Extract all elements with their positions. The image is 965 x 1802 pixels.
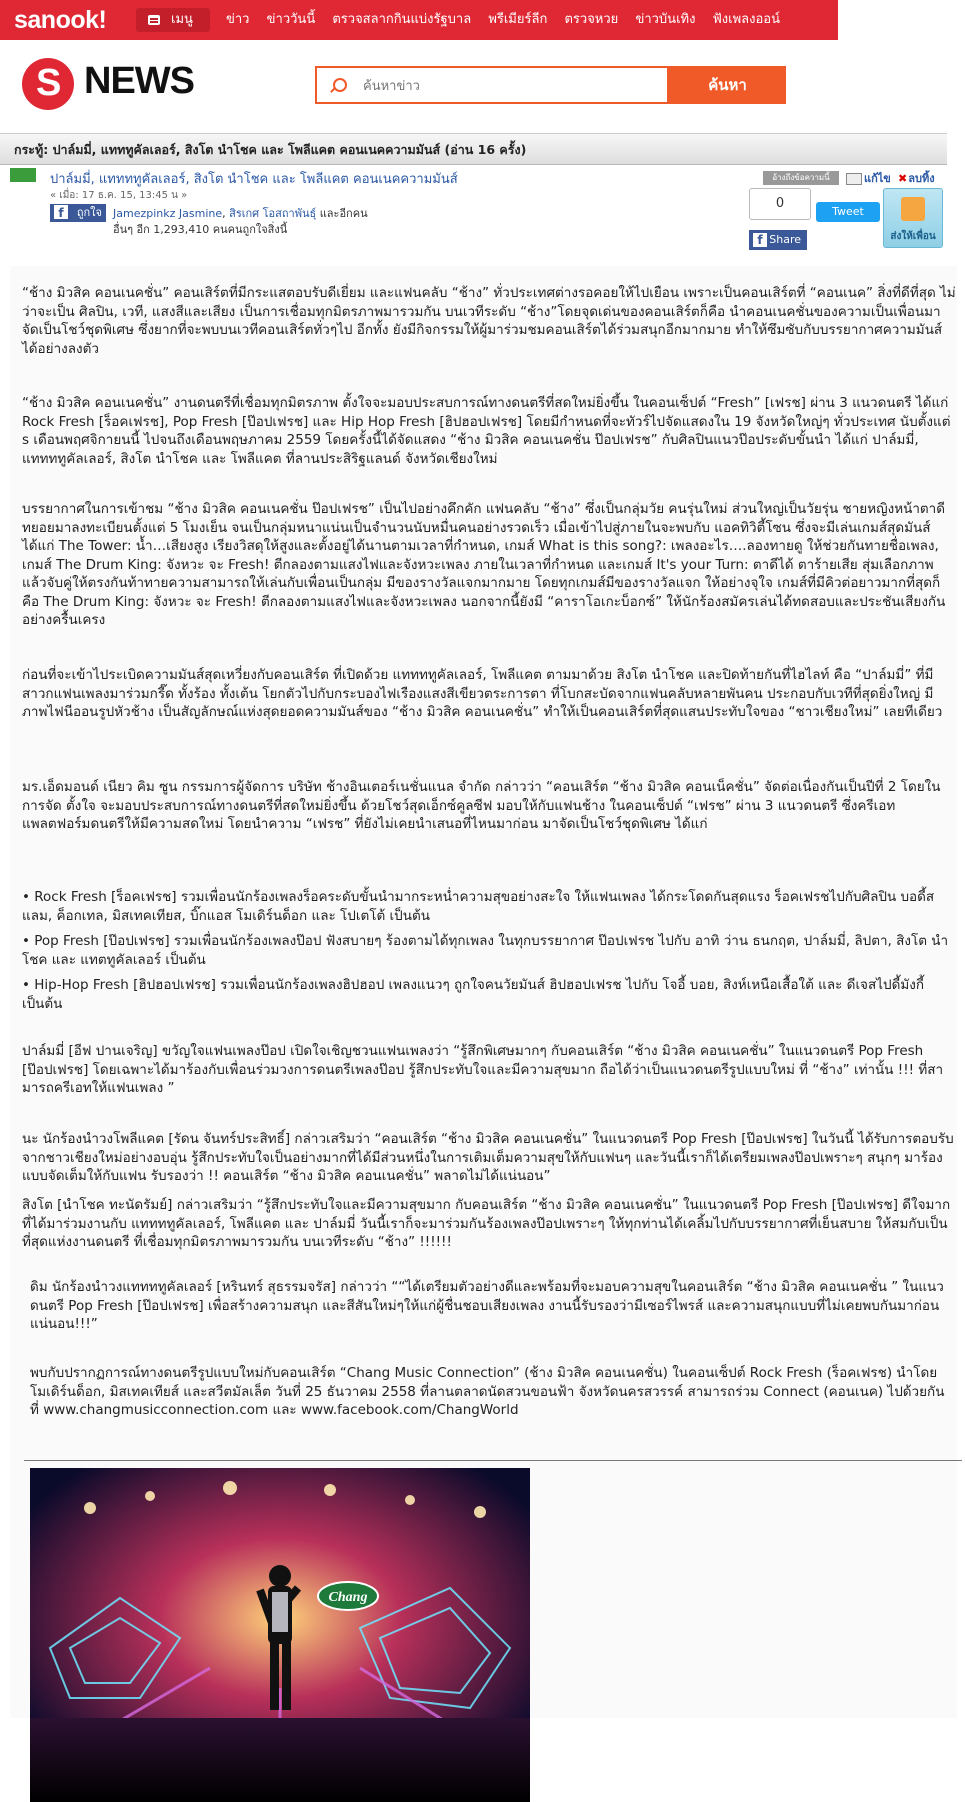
search-icon	[333, 78, 347, 92]
search-box	[315, 66, 669, 104]
article-paragraph: สิงโต [นำโชค ทะนัดรัมย์] กล่าวเสริมว่า “รู้สึกประทับใจและมีความสุขมาก กับคอนเสิร์ต “ช้าง มิวสิค คอนเนคชั่น” ในแนวดนตรี Pop Fresh [ป๊อปเฟรช] ดีใจมากที่ได้มาร่วมงานกับ แททททูคัลเลอร์, โพลีแคต และ ปาล์มมี่ วันนี้เราก็จะมาร่วมกันร้องเพลงป๊อปเพราะๆ ให้ทุกท่านได้เคลิ้มไปกับบรรยากาศที่เย็นสบาย ให้สมกับเป็นที่สุดแห่งงานดนตรี ที่เชื่อมทุกมิตรภาพมารวมกัน บนเวทีระดับ “ช้าง” !!!!!!	[22, 1197, 951, 1250]
menu-button[interactable]	[136, 8, 210, 32]
likers-suffix: และอีกคน	[316, 207, 368, 220]
list-item: • Hip-Hop Fresh [ฮิปฮอปเฟรช] รวมเพื่อนนักร้องเพลงฮิปฮอป เพลงแนวๆ ถูกใจคนวัยมันส์ ฮิปฮอปเฟรช ไปกับ โจอี้ บอย, สิงห์เหนือเสื้อใต้ และ ดีเจสไปดี้มังกี้ เป็นต้น	[22, 977, 925, 1012]
search-input[interactable]	[361, 74, 655, 98]
nav-link-news[interactable]: ข่าว	[226, 12, 250, 27]
quote-button[interactable]: อ้างถึงข้อความนี้	[763, 171, 839, 185]
news-logo-text[interactable]: NEWS	[84, 60, 194, 102]
search-button[interactable]: ค้นหา	[669, 66, 786, 104]
article-paragraph: ปาล์มมี่ [อีฟ ปานเจริญ] ขวัญใจแฟนเพลงป๊อป เปิดใจเชิญชวนแฟนเพลงว่า “รู้สึกพิเศษมากๆ กับคอนเสิร์ต “ช้าง มิวสิค คอนเนคชั่น” ในแนวดนตรี Pop Fresh [ป๊อปเฟรช] โดยเฉพาะได้มาร้องกับเพื่อนร่วมวงการดนตรีเพลงป๊อป รู้สึกประทับใจและมีความสุขมาก ถือได้ว่าเป็นแนวดนตรีรูปแบบใหม่ ที่ “ช้าง” เท่านั้น !!! ที่สามารถครีเอทให้แฟนเพลง ”	[22, 1043, 944, 1096]
article-paragraph: มร.เอ็ดมอนด์ เนียว คิม ซูน กรรมการผู้จัดการ บริษัท ช้างอินเตอร์เนชั่นแนล จำกัด กล่าวว่า “คอนเสิร์ต “ช้าง มิวสิค คอนเน็คชั่น” จัดต่อเนื่องกันเป็นปีที่ 2 โดยในการจัด ตั้งใจ จะมอบประสบการณ์ทางดนตรีที่สดใหม่ยิ่งขึ้น ด้วยโชว์สุดเอ็กซ์คูลซีฟ มอบให้กับแฟนช้าง ในคอนเซ็ปต์ “เฟรช” ผ่าน 3 แนวดนตรี ซึ่งครีเอทแพลตฟอร์มดนตรีให้มีความสดใหม่ โดยนำความ “เฟรช” ที่ยังไม่เคยนำเสนอที่ไหนมาก่อน มาจัดเป็นโชว์ชุดพิเศษ ได้แก่	[22, 779, 941, 832]
nav-link-entertainment[interactable]: ข่าวบันเทิง	[635, 12, 696, 27]
post-title[interactable]: ปาล์มมี่, แททททูคัลเลอร์, สิงโต นำโชค และ โพลีแคต คอนเนคความมันส์	[50, 172, 458, 187]
list-item: • Rock Fresh [ร็อคเฟรช] รวมเพื่อนนักร้องเพลงร็อคระดับขั้นนำมากระหน่ำความสุขอย่างสะใจ ให้แฟนเพลง ได้กระโดดกันสุดแรง ร็อคเฟรชไปกับศิลปิน บอดี้สแลม, ค็อกเทล, มิสเทคเทียส, บิ๊กแอส โมเดิร์นด็อก และ โปเตโต้ เป็นต้น	[22, 889, 935, 924]
nav-link-today-news[interactable]: ข่าววันนี้	[266, 12, 316, 27]
nav-links	[226, 0, 780, 40]
likers-count: อื่นๆ อีก 1,293,410 คนคนถูกใจสิ่งนี้	[113, 223, 288, 236]
tweet-button[interactable]: Tweet	[816, 202, 880, 222]
article-paragraph: พบกับปรากฏการณ์ทางดนตรีรูปแบบใหม่กับคอนเสิร์ต “Chang Music Connection” (ช้าง มิวสิค คอนเนคชั่น) ในคอนเซ็ปต์ Rock Fresh (ร็อคเฟรช) นำโดย โมเดิร์นด็อก, มิสเทคเทียส์ และสวีตมัลเล็ต วันที่ 25 ธันวาคม 2558 ที่ลานตลาดนัดสวนขอนฟ้า จังหวัดนครสวรรค์ สามารถร่วม Connect (คอนเนค) ไปด้วยกันที่ www.changmusicconnection.com และ www.facebook.com/ChangWorld	[30, 1365, 945, 1418]
delete-icon: ✖	[898, 172, 908, 185]
concert-photo-graphic	[30, 1468, 530, 1802]
post-date: « เมื่อ: 17 ธ.ค. 15, 13:45 น »	[50, 190, 188, 201]
edit-icon	[846, 173, 862, 185]
photo-divider	[24, 1460, 962, 1461]
article-paragraph: “ช้าง มิวสิค คอนเนคชั่น” งานดนตรีที่เชื่อมทุกมิตรภาพ ตั้งใจจะมอบประสบการณ์ทางดนตรีที่สดใหม่ยิ่งขึ้น ในคอนเซ็ปต์ “Fresh” [เฟรช] ผ่าน 3 แนวดนตรี ได้แก่ Rock Fresh [ร็อคเฟรช], Pop Fresh [ป๊อปเฟรช] และ Hip Hop Fresh [ฮิปฮอปเฟรช] โดยมีกำหนดที่จะทัวร์ไปจัดแสดงใน 19 จังหวัดใหญ่ๆ ทั่วประเทศ นับตั้งแต่ s เดือนพฤศจิกายนนี้ ไปจนถึงเดือนพฤษภาคม 2559 โดยครั้งนี้ได้จัดแสดง “ช้าง มิวสิค คอนเนคชั่น ป๊อปเฟรช” กับศิลปินแนวป๊อประดับขั้นนำ ได้แก่ ปาล์มมี่, แททททูคัลเลอร์, สิงโต นำโชค และ โพลีแคต ที่ลานประสิริฐแลนด์ จังหวัดเชียงใหม่	[22, 395, 951, 467]
article-paragraph: ก่อนที่จะเข้าไประเบิดความมันส์สุดเหวี่ยงกับคอนเสิร์ต ที่เปิดด้วย แททททูคัลเลอร์, โพลีแคต ตามมาด้วย สิงโต นำโชค และปิดท้ายกันที่ไฮไลท์ คือ “ปาล์มมี่” ที่มีสาวกแฟนเพลงมาร่วมกรี๊ด ทั้งร้อง ทั้งเต้น โยกตัวไปกับกระบองไฟเรืองแสงสีเขียวตระการตา ที่โบกสะบัดจากแฟนคลับหลายพันคน ประกอบกับเวทีที่สุดยิ่งใหญ่ มีภาพไฟนีออนรูปหัวช้าง เป็นสัญลักษณ์แห่งสุดยอดความมันส์ของ “ช้าง มิวสิค คอนเนคชั่น” ทำให้เป็นคอนเสิร์ตที่สุดแสนประทับใจของ “ชาวเชียงใหม่” เลยทีเดียว	[22, 667, 943, 720]
send-to-friend-label: ส่งให้เพื่อน	[890, 231, 936, 242]
nav-link-check-lotto[interactable]: ตรวจหวย	[564, 12, 619, 27]
menu-button-label: เมนู	[171, 12, 193, 27]
top-navigation-bar	[0, 0, 838, 40]
concert-photo	[30, 1468, 530, 1802]
post-icon	[10, 168, 36, 182]
hamburger-icon	[148, 15, 160, 25]
facebook-like-button[interactable]: f ถูกใจ	[50, 204, 106, 222]
liker-link[interactable]: สิรเกศ โอสถาพันธุ์	[229, 207, 317, 220]
edit-label: แก้ไข	[864, 172, 891, 185]
envelope-icon	[901, 197, 925, 221]
article-paragraph: ดิม นักร้องนำวงแททททูคัลเลอร์ [หรินทร์ สุธรรมจรัส] กล่าวว่า ““ได้เตรียมตัวอย่างดีและพร้อมที่จะมอบความสุขในคอนเสิร์ต “ช้าง มิวสิค คอนเนคชั่น ” ในแนวดนตรี Pop Fresh [ป๊อปเฟรช] เพื่อสร้างความสนุก และสีสันใหม่ๆให้แก่ผู้ชื่นชอบเสียงเพลง งานนี้รับรองว่ามีเซอร์ไพรส์ และความสนุกแบบที่ไม่เคยพบกันมาก่อนแน่นอน!!!”	[30, 1279, 944, 1332]
thread-title: กระทู้: ปาล์มมี่, แทททูคัลเลอร์, สิงโต นำโชค และ โพลีแคต คอนเนคความมันส์ (อ่าน 16 ครั้ง)	[0, 133, 947, 165]
share-count: 0	[749, 188, 811, 220]
sanook-news-logo-icon[interactable]	[22, 58, 74, 110]
nav-link-premier-league[interactable]: พรีเมียร์ลีก	[488, 12, 548, 27]
sanook-logo[interactable]: sanook!	[14, 6, 107, 34]
article-paragraph: “ช้าง มิวสิค คอนเนคชั่น” คอนเสิร์ตที่มีกระแสตอบรับดีเยี่ยม และแฟนคลับ “ช้าง” ทั่วประเทศต่างรอคอยให้ไปเยือน เพราะเป็นคอนเสิร์ตที่ “คอนเนค” สิ่งที่ดีที่สุด ไม่ว่าจะเป็น ศิลปิน, เวที, แสงสีและเสียง เป็นการเชื่อมทุกมิตรภาพมารวมกัน บนเวทีระดับ “ช้าง”โดยจุดเด่นของคอนเสิร์ตก็คือ นำคอนเนคชั่นของความเป็นเพื่อนมาจัดเป็นโชว์ชุดพิเศษ ซึ่งยากที่จะพบบนเวทีคอนเสิร์ตทั่วๆไป อีกทั้ง ยังมีกิจกรรมให้ผู้มาร่วมชมคอนเสิร์ตได้ร่วมสนุกอีกมากมาย ทำให้ซึมซับกับบรรยากาศความมันส์ ได้อย่างลงตัว	[22, 285, 956, 357]
post-header	[0, 166, 947, 250]
edit-link[interactable]	[846, 169, 891, 187]
article-paragraph: นะ นักร้องนำวงโพลีแคต [รัดน จันทร์ประสิทธิ์] กล่าวเสริมว่า “คอนเสิร์ต “ช้าง มิวสิค คอนเนคชั่น” ในแนวดนตรี Pop Fresh [ป๊อปเฟรช] ในวันนี้ ได้รับการตอบรับจากชาวเชียงใหม่อย่างอบอุ่น รู้สึกประทับใจเป็นอย่างมากที่ได้มีส่วนหนึ่งในการเติมเต็มความสุขให้กับแฟนๆ และวันนี้เราก็ได้เตรียมเพลงป๊อปเพราะๆ สนุกๆ มาร้องแบบจัดเต็มให้กับแฟน รับรองว่า !! คอนเสิร์ต “ช้าง มิวสิค คอนเนคชั่น” พลาดไม่ได้แน่นอน”	[22, 1131, 954, 1184]
liker-link[interactable]: Jamezpinkz Jasmine	[113, 207, 223, 220]
delete-link[interactable]	[898, 169, 935, 187]
send-to-friend-button[interactable]	[883, 188, 943, 248]
list-item: • Pop Fresh [ป๊อปเฟรช] รวมเพื่อนนักร้องเพลงป๊อป ฟังสบายๆ ร้องตามได้ทุกเพลง ในทุกบรรยากาศ ป๊อปเฟรช ไปกับ อาทิ ว่าน ธนกฤต, ปาล์มมี่, ลิปตา, สิงโต นำโชค และ แทตทูคัลเลอร์ เป็นต้น	[22, 933, 949, 968]
facebook-share-button[interactable]: f Share	[749, 230, 807, 250]
delete-label: ลบทิ้ง	[908, 172, 935, 185]
liker-separator: ,	[222, 207, 230, 220]
article-paragraph: บรรยากาศในการเข้าชม “ช้าง มิวสิค คอนเนคชั่น ป๊อปเฟรช” เป็นไปอย่างคึกคัก แฟนคลับ “ช้าง” ซึ่งเป็นกลุ่มวัย คนรุ่นใหม่ ส่วนใหญ่เป็นวัยรุ่น ชายหญิงหน้าตาดี ทยอยมาลงทะเบียนตั้งแต่ 5 โมงเย็น จนเป็นกลุ่มหนาแน่นเป็นจำนวนนับหมื่นคนอย่างรวดเร็ว เมื่อเข้าไปสู่ภายในจะพบกับ แอคทิวิตี้โซน ซึ่งจะมีเล่นเกมส์สุดมันส์ ได้แก่ The Tower: น้ำ…เสียงสูง เรียงวิสดุให้สูงและตั้งอยู่ได้นานตามเวลาที่กำหนด, เกมส์ What is this song?: เพลงอะไร….ลองทายดู ให้ช่วยกันทายชื่อเพลง, เกมส์ The Drum King: จังหวะ จะ Fresh! ตีกลองตามแสงไฟและจังหวะเพลง ภายในเวลาที่กำหนด และเกมส์ It's your Turn: ตาดีได้ ตาร้ายเสีย สุ่มเลือกภาพแล้วจับคู่ให้ตรงกันท้าทายความสามารถให้เล่นกับเพื่อนเป็นกลุ่ม มีของรางวัลแจกมากมาย โดยทุกเกมส์มีของรางวัลแจก ให้อย่างจุใจ เกมส์ที่มีคิวต่อยาวมากที่สุดก็คือ The Drum King: จังหวะ จะ Fresh! ตีกลองตามแสงไฟและจังหวะเพลง นอกจากนี้ยังมี “คาราโอเกะบ็อกซ์” ให้นักร้องสมัครเล่นได้ทดสอบและประชันเสียงกันอย่างครื้นเครง	[22, 501, 946, 628]
nav-link-music[interactable]: ฟังเพลงออน์	[712, 12, 780, 27]
chang-stage-sign: Chang	[328, 1590, 368, 1605]
nav-link-lottery[interactable]: ตรวจสลากกินแบ่งรัฐบาล	[332, 12, 472, 27]
